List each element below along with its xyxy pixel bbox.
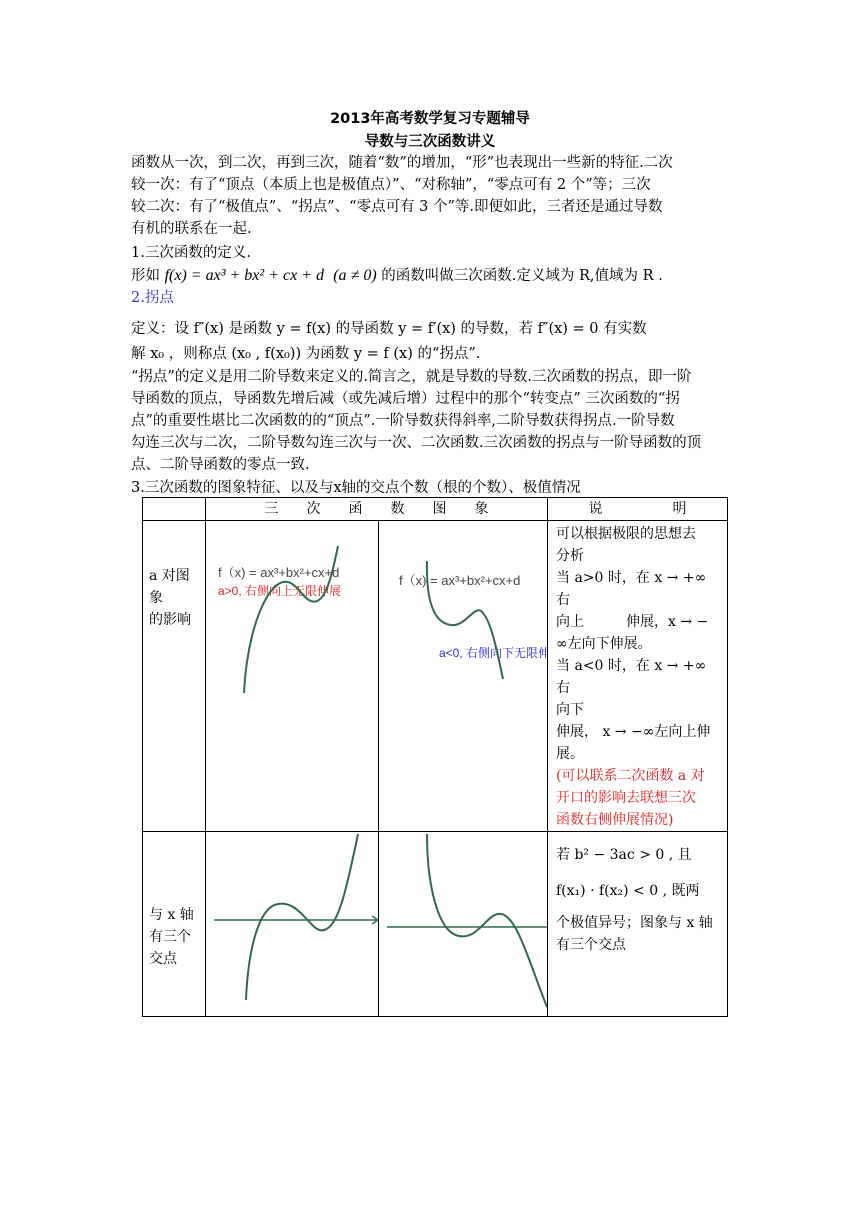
a-positive-note: a>0, 右侧向上无限伸展: [218, 584, 342, 598]
section-2-heading: 2.拐点: [131, 290, 174, 306]
intro-line-4: 有机的联系在一起.: [131, 221, 252, 237]
cubic-curve-three-roots-down: [427, 834, 547, 1007]
explain-line-4: 勾连三次与二次，二阶导数勾连三次与一次、二次函数.三次函数的拐点与一阶导函数的顶: [131, 435, 702, 451]
explain-line-3: 点”的重要性堪比二次函数的的“顶点”.一阶导数获得斜率,二阶导数获得拐点.一阶导数: [131, 413, 675, 429]
graph-a-negative: [379, 521, 548, 832]
explain-line-5: 点、二阶导函数的零点一致.: [131, 457, 310, 473]
cubic-curve-three-roots-up: [246, 834, 358, 1000]
explain-line-2: 导函数的顶点，导函数先增后减（或先减后增）过程中的那个“转变点” 三次函数的“拐: [131, 391, 680, 407]
intro-line-3: 较二次：有了“极值点”、“拐点”、“零点可有 3 个”等.即便如此，三者还是通过导数: [131, 199, 663, 215]
doc-title: 2013年高考数学复习专题辅导: [330, 111, 530, 127]
cubic-condition: (a ≠ 0): [333, 267, 377, 284]
inflection-definition-1: 定义：设 f″(x) 是函数 y = f(x) 的导函数 y = f′(x) 的导数，若 f″(x) = 0 有实数: [131, 321, 647, 337]
graph-a-positive: [206, 521, 379, 832]
graph-three-roots-positive-svg: [206, 832, 378, 1009]
intro-line-1: 函数从一次，到二次，再到三次，随着“数”的增加，“形”也表现出一些新的特征.二次: [131, 155, 673, 171]
formula-label: f（x) = ax³+bx²+cx+d: [218, 565, 340, 580]
formula-label-2: f（x) = ax³+bx²+cx+d: [399, 573, 521, 588]
intro-line-2: 较一次：有了“顶点（本质上也是极值点）”、“对称轴”，“零点可有 2 个”等；三次: [131, 177, 651, 193]
header-description: 说 明: [548, 498, 728, 521]
graph-three-roots-negative-svg: [379, 832, 547, 1009]
a-negative-note: a<0, 右侧向下无限伸: [439, 646, 547, 660]
graph-three-roots-positive: [206, 832, 379, 1017]
section-3-heading: 3.三次函数的图象特征、以及与x轴的交点个数（根的个数）、极值情况: [131, 480, 581, 496]
doc-subtitle: 导数与三次函数讲义: [364, 134, 496, 150]
inflection-definition-2: 解 x₀ ，则称点 (x₀ , f(x₀)) 为函数 y = f (x) 的“拐点”.: [131, 346, 481, 362]
explain-line-1: “拐点”的定义是用二阶导数来定义的.简言之，就是导数的导数.三次函数的拐点，即一阶: [131, 369, 692, 385]
row-three-roots-label: 与 x 轴 有三个 交点: [143, 832, 206, 1017]
row-a-description: 可以根据极限的思想去 分析 当 a>0 时，在 x → +∞ 右 向上 伸展，x → − ∞左向下伸展。 当 a<0 时，在 x → +∞ 右 向下 伸展， x → −∞左向上伸 展。 (可以联系二次函数 a 对 开口的影响去联想三次 函数右侧伸展情况): [548, 521, 728, 832]
graph-a-positive-svg: [206, 521, 378, 793]
section-1-definition: 形如 f(x) = ax³ + bx² + cx + d (a ≠ 0) 的函数叫做三次函数.定义域为 R,值域为 R .: [131, 267, 663, 284]
graph-three-roots-negative: [379, 832, 548, 1017]
cubic-features-table: [142, 497, 728, 1017]
section-1-heading: 1.三次函数的定义.: [131, 245, 251, 261]
graph-a-negative-svg: [379, 521, 547, 793]
row-three-roots-description: 若 b² − 3ac > 0 , 且 f(x₁) · f(x₂) < 0 , 既两 个极值异号；图象与 x 轴 有三个交点: [548, 832, 728, 1017]
header-graph: 三 次 函 数 图 象: [206, 498, 548, 521]
cubic-formula: f(x) = ax³ + bx² + cx + d: [164, 267, 324, 284]
row-a-label: a 对图 象 的影响: [143, 521, 206, 832]
header-blank: [143, 498, 206, 521]
